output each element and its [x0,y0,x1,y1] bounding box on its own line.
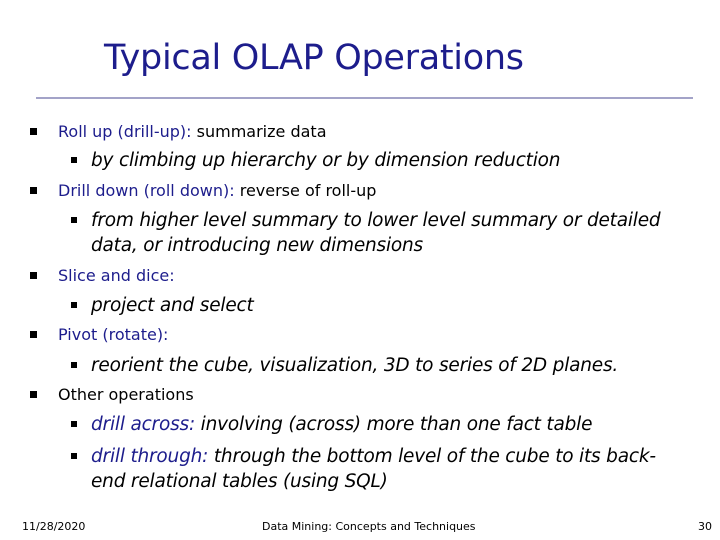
square-bullet-icon [71,421,77,427]
bullet-lead: Other operations [58,385,194,404]
sub-bullet-lead: drill through: [91,446,209,467]
square-bullet-icon [71,362,77,368]
bullet-lead: Roll up (drill-up): [58,122,192,141]
sub-bullet-text: project and select [91,295,254,316]
square-bullet-icon [71,302,77,308]
bullet-text: reverse of roll-up [234,181,377,200]
square-bullet-icon [30,272,37,279]
sub-bullet-lead: drill across: [91,414,195,435]
sub-bullet-text: from higher level summary to lower level summary or detailed data, or introducing new dimensions [91,210,661,256]
square-bullet-icon [71,453,77,459]
square-bullet-icon [30,187,37,194]
square-bullet-icon [30,128,37,135]
sub-bullet-text: by climbing up hierarchy or by dimension reduction [91,150,561,171]
bullet-lead: Slice and dice: [58,266,175,285]
square-bullet-icon [30,391,37,398]
footer-page-number: 30 [698,520,712,533]
square-bullet-icon [30,331,37,338]
footer-course: Data Mining: Concepts and Techniques [262,520,476,533]
bullet-lead: Pivot (rotate): [58,325,169,344]
footer-date: 11/28/2020 [22,520,86,533]
square-bullet-icon [71,157,77,163]
title-divider [36,97,693,99]
square-bullet-icon [71,217,77,223]
bullet-text: summarize data [191,122,327,141]
slide-title: Typical OLAP Operations [104,38,524,78]
bullet-lead: Drill down (roll down): [58,181,235,200]
sub-bullet-text: reorient the cube, visualization, 3D to series of 2D planes. [91,355,619,376]
sub-bullet-text: involving (across) more than one fact table [195,414,593,435]
sub-bullet-text: through the bottom level of the cube to its back-end relational tables (using SQL) [91,446,656,492]
